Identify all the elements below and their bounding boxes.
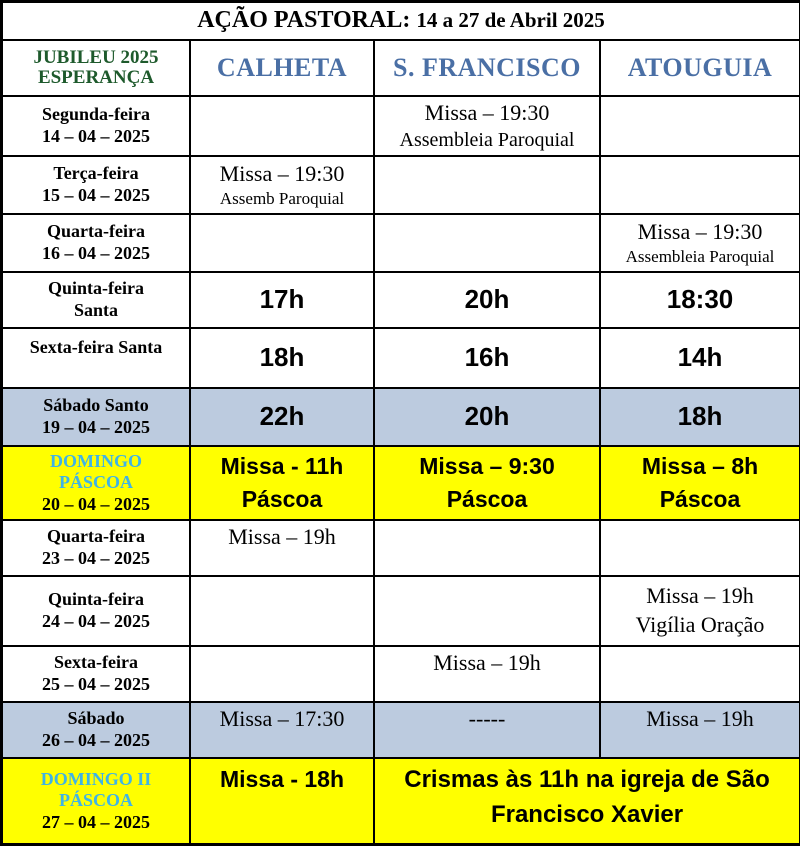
title-range: 14 a 27 de Abril 2025 <box>416 8 605 33</box>
atouguia-time: 18h <box>600 388 800 446</box>
day-cell <box>2 388 190 446</box>
calheta-cell <box>190 646 374 702</box>
crismas-line2: Francisco Xavier <box>490 800 684 828</box>
calheta-cell: Missa - 18h <box>190 758 374 844</box>
sf-cell <box>374 576 600 646</box>
calheta-cell <box>190 576 374 646</box>
parish-atouguia: ATOUGUIA <box>600 40 800 96</box>
event-main: Missa – 19:30 <box>637 218 763 244</box>
day-cell <box>2 96 190 156</box>
day-name-2: PÁSCOA <box>58 790 133 811</box>
day-name: Quinta-feira <box>48 589 144 610</box>
event-sub: Assembleia Paroquial <box>625 247 775 267</box>
day-date: 24 – 04 – 2025 <box>42 611 150 631</box>
sf-time: 20h <box>374 388 600 446</box>
day-name: Segunda-feira <box>42 104 150 125</box>
row-domingo-pascoa <box>2 446 800 520</box>
day-date: 14 – 04 – 2025 <box>42 126 150 146</box>
sf-cell <box>374 214 600 272</box>
sf-cell: Missa – 19h <box>374 646 600 702</box>
day-name: DOMINGO <box>50 450 142 471</box>
sf-time: 16h <box>374 328 600 388</box>
calheta-time: 22h <box>190 388 374 446</box>
atouguia-cell <box>600 214 800 272</box>
day-date: 26 – 04 – 2025 <box>42 730 150 750</box>
event-sub: Vigília Oração <box>635 612 765 637</box>
schedule-table <box>1 1 800 845</box>
event-main: Missa – 19:30 <box>219 160 345 186</box>
sf-time: 20h <box>374 272 600 328</box>
row-sabado-26 <box>2 702 800 758</box>
event-main: Missa – 19:30 <box>424 99 550 125</box>
calheta-time: 18h <box>190 328 374 388</box>
day-name-2: PÁSCOA <box>58 472 133 493</box>
row-quarta <box>2 214 800 272</box>
sf-cell: ----- <box>374 702 600 758</box>
row-sexta-santa <box>2 328 800 388</box>
atouguia-cell <box>600 96 800 156</box>
atouguia-cell: Missa – 19h <box>600 702 800 758</box>
day-cell <box>2 646 190 702</box>
day-name-2: Santa <box>73 300 118 320</box>
atouguia-cell <box>600 156 800 214</box>
day-cell <box>2 214 190 272</box>
day-cell <box>2 520 190 576</box>
day-date: 20 – 04 – 2025 <box>42 493 150 514</box>
crismas-merged-cell <box>374 758 800 844</box>
sf-cell <box>374 96 600 156</box>
calheta-cell <box>190 156 374 214</box>
header-row <box>2 40 800 96</box>
day-cell <box>2 446 190 520</box>
calheta-time: 17h <box>190 272 374 328</box>
jubileu-line2: ESPERANÇA <box>37 67 155 88</box>
event-main: Missa – 9:30 <box>419 452 555 479</box>
row-quinta-santa <box>2 272 800 328</box>
calheta-cell: Missa – 19h <box>190 520 374 576</box>
sf-cell <box>374 156 600 214</box>
crismas-line1: Crismas às 11h na igreja de São <box>404 766 770 793</box>
title-cell <box>2 2 800 40</box>
day-name: Sexta-feira Santa <box>29 337 163 357</box>
event-main: Missa – 19h <box>646 583 754 609</box>
day-name: Sexta-feira <box>54 652 138 673</box>
day-name: Terça-feira <box>53 163 139 184</box>
event-main: Missa – 8h <box>641 452 759 479</box>
jubileu-cell <box>2 40 190 96</box>
parish-sao-francisco: S. FRANCISCO <box>374 40 600 96</box>
title-prefix: AÇÃO PASTORAL: <box>197 7 411 34</box>
day-date: 16 – 04 – 2025 <box>42 243 150 263</box>
atouguia-cell <box>600 446 800 520</box>
sf-cell <box>374 520 600 576</box>
atouguia-time: 14h <box>600 328 800 388</box>
day-cell <box>2 702 190 758</box>
row-quarta-23 <box>2 520 800 576</box>
jubileu-line1: JUBILEU 2025 <box>33 47 159 69</box>
row-domingo-ii-pascoa <box>2 758 800 844</box>
day-date: 23 – 04 – 2025 <box>42 548 150 568</box>
day-date: 25 – 04 – 2025 <box>42 674 150 694</box>
atouguia-cell <box>600 520 800 576</box>
calheta-cell <box>190 214 374 272</box>
event-sub: Páscoa <box>446 486 528 512</box>
atouguia-cell <box>600 576 800 646</box>
row-terca <box>2 156 800 214</box>
parish-calheta: CALHETA <box>190 40 374 96</box>
atouguia-cell <box>600 646 800 702</box>
day-cell <box>2 328 190 388</box>
day-name: Quarta-feira <box>47 221 145 242</box>
day-cell <box>2 576 190 646</box>
day-name: Sábado Santo <box>43 395 149 416</box>
event-sub: Páscoa <box>241 486 323 512</box>
day-name: Sábado <box>67 708 125 729</box>
row-quinta-24 <box>2 576 800 646</box>
calheta-cell: Missa – 17:30 <box>190 702 374 758</box>
event-main: Missa - 11h <box>220 452 344 479</box>
calheta-cell <box>190 96 374 156</box>
row-segunda <box>2 96 800 156</box>
calheta-cell <box>190 446 374 520</box>
row-sabado-santo <box>2 388 800 446</box>
day-cell <box>2 156 190 214</box>
day-date: 15 – 04 – 2025 <box>42 185 150 205</box>
day-name: Quinta-feira <box>48 278 144 299</box>
event-sub: Páscoa <box>659 486 741 512</box>
row-sexta-25 <box>2 646 800 702</box>
day-cell <box>2 758 190 844</box>
event-sub: Assemb Paroquial <box>219 189 345 209</box>
title-row <box>2 2 800 40</box>
atouguia-time: 18:30 <box>600 272 800 328</box>
day-date: 19 – 04 – 2025 <box>42 417 150 437</box>
event-sub: Assembleia Paroquial <box>399 129 575 152</box>
sf-cell <box>374 446 600 520</box>
day-name: Quarta-feira <box>47 526 145 547</box>
day-name: DOMINGO II <box>40 768 152 789</box>
day-date: 27 – 04 – 2025 <box>42 811 150 832</box>
day-cell <box>2 272 190 328</box>
